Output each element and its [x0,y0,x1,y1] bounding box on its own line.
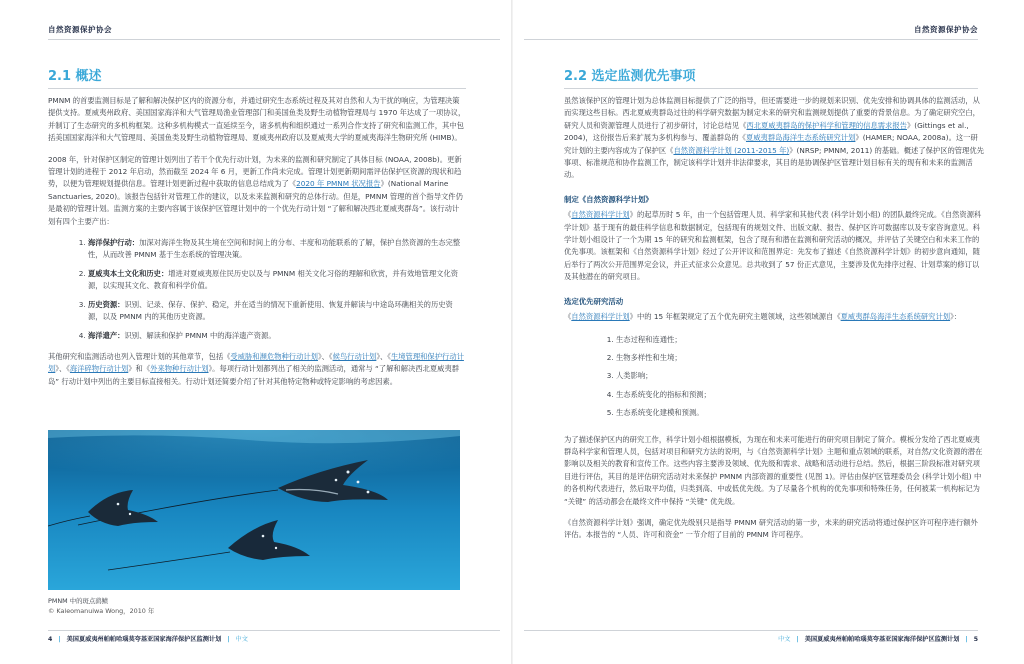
overview-paragraph-2: 2008 年，针对保护区制定的管理计划列出了若干个优先行动计划，为未来的监测和研究制定了具体目标 (NOAA, 2008b)。更新管理计划的进程于 2012 年启动，然而截至 2024 年 6 月，更新工作尚未完成。管理计划更新期间需评估保护区资源的现状和趋势，以便为管理规划提供信息。管理计划更新过程中获取的信息总结成为了《2020 年 PMNM 状况报告》(National Marine Sanctuaries, 2020)。该报告包括针对管理工作的建议，以及未来监测和研究的总体行动。但是，PMNM 管理的首个指导文件仍是最初的管理计划。监测方案的主要内容属于该保护区管理计划中的一个优先行动计划 “了解和解决西北夏威夷群岛”。该行动计划有四个主要产出： [48,154,463,226]
section-heading-overview: 2.1 概述 [48,69,102,84]
footer-title: 美国夏威夷州帕帕哈瑙莫夸基亚国家海洋保护区监测计划 [804,636,960,643]
marine-debris-plan-link[interactable]: 海洋碎物行动计划 [69,364,129,374]
footer-divider [524,630,978,631]
left-body [48,95,466,397]
section-heading-priorities: 2.2 选定监测优先事项 [564,69,696,84]
list-item: 4. 生态系统变化的指标和预测； [616,389,984,401]
priorities-paragraph-4: 为了描述保护区内的研究工作，科学计划小组根据模板，为现在和未来可能进行的研究项目制定了简介。模板分发给了西北夏威夷群岛科学家和管理人员，包括对项目和研究方法的说明，与《自然资源科学计划》主题和重点领域的联系，对自然/文化资源的潜在影响以及相关的教育和宣传工作。这些内容主要涉及领域、优先级和需求、战略和活动进行总结。然后，根据三阶段标准对研究项目进行评估，其目的是评估研究活动对未来保护 PMNM 内部资源的重要性 (见图 1)。评估由保护区管理委员会 (科学计划小组) 中的各机构代表进行，然后取平均值，归类到高、中或低优先级。为了尽量各个机构的优先事项和特殊任务，任何被某一机构标记为 “关键” 的活动都会在最终文件中保持 “关键” 优先级。 [564,434,983,506]
right-page [512,0,1024,664]
research-themes-list [564,334,984,420]
nrsp-link[interactable]: 自然资源科学计划 [571,312,630,322]
photo-caption [48,596,154,616]
priorities-paragraph-1: 虽然该保护区的管理计划为总体监测目标提供了广泛的指导，但还需要进一步的规划来识别、优先安排和协调具体的监测活动，从而实现这些目标。西北夏威夷群岛过往的科学研究数据为制定未来的研究和监测规划提供了重要的背景信息。为了确定研究空白，研究人员和资源管理人员进行了初步研讨，讨论总结见《西北夏威夷群岛的保护科学和管理的信息需求报告》(Gittings et al., 2004)，这份报告后来扩展为多机构参与、覆盖群岛的《夏威夷群岛海洋生态系统研究计划》(HAMER; NOAA, 2008a)。这一研究计划的主要内容成为了保护区《自然资源科学计划 (2011-2015 年)》(NRSP; PMNM, 2011) 的基础。概述了保护区的管理优先事项、标准规范和协作监测工作，制定该科学计划并非法律要求，其目的是协调保护区管理计划目标有关的现有和未来的监测活动。 [564,96,984,180]
running-head: 自然资源保护协会 [914,25,978,34]
hamer-plan-link[interactable]: 夏威夷群岛海洋生态系统研究计划 [745,133,856,143]
eagle-ray-illustration [48,430,460,590]
footer-divider [48,630,500,631]
footer-language: 中文 [778,636,791,643]
priorities-paragraph-2: 《自然资源科学计划》的起草历时 5 年，由一个包括管理人员、科学家和其他代表 (科学计划小组) 的团队最终完成。《自然资源科学计划》基于现有的最佳科学信息和数据制定，包括现有的规划文件、出版文献、报告、保护区许可数据库以及专家咨询意见。科学计划小组设计了一个为期 15 年的研究和监测框架，包含了现有和潜在监测和研究活动的概况，并评估了关键空白和未来工作的优先事项。该框架和《自然资源科学计划》经过了公开评议和范围界定：先发布了描述《自然资源科学计划》的初步意向通知，随后举行了两次公开范围界定会议，并正式征求公众意见。总共收到了 57 份正式意见，主要涉及优先排序过程、计划草案的修订以及其他潜在的研究项目。 [564,210,982,282]
list-item: 1. 生态过程和连通性； [616,334,984,346]
subheading-priority-activities: 选定优先研究活动 [564,296,624,306]
page-number: 4 [48,636,53,643]
habitat-plan-link[interactable]: 生境管理和保护行动计划 [48,351,464,374]
right-body [564,95,984,551]
list-item: 3. 历史资源：识别、记录、保存、保护、稳定，并在适当的情况下重新使用、恢复并解读与中途岛环礁相关的历史资源，以及 PMNM 内的其他历史资源。 [88,299,466,324]
page-footer: 中文 | 美国夏威夷州帕帕哈瑙莫夸基亚国家海洋保护区监测计划 | 5 [778,636,978,643]
section-divider [48,88,466,89]
caption-credit: © Kaleomanuiwa Wong，2010 年 [48,607,155,615]
hamer-plan-link[interactable]: 夏威夷群岛海洋生态系统研究计划 [840,312,951,322]
list-item: 1. 海洋保护行动：加深对海洋生物及其生境在空间和时间上的分布、丰度和功能联系的了解，保护自然资源的生态完整性，从而改善 PMNM 基于生态系统的管理决策。 [88,237,466,262]
nrsp-link[interactable]: 自然资源科学计划 (2011-2015 年) [673,145,790,155]
footer-language: 中文 [235,636,248,643]
priorities-paragraph-3: 《自然资源科学计划》中的 15 年框架规定了五个优先研究主题领域，这些领域源自《夏威夷群岛海洋生态系统研究计划》： [564,312,962,322]
list-item: 4. 海洋遗产：识别、解读和保护 PMNM 中的海洋遗产资源。 [88,330,466,342]
caption-title: PMNM 中的斑点鹞鲼 [48,597,109,605]
eagle-ray-photo [48,430,460,590]
footer-title: 美国夏威夷州帕帕哈瑙莫夸基亚国家海洋保护区监测计划 [66,636,222,643]
list-item: 2. 夏威夷本土文化和历史：增进对夏威夷原住民历史以及与 PMNM 相关文化习俗的理解和欣赏，并有效地管理文化资源，以实现其文化、教育和科学价值。 [88,268,466,293]
overview-paragraph-3: 其他研究和监测活动也列入管理计划的其他章节，包括《受威胁和濒危物种行动计划》、《候鸟行动计划》、《生境管理和保护行动计划》、《海洋碎物行动计划》和《外来物种行动计划》。每项行动计划都列出了相关的监测活动，通常与 “了解和解决西北夏威夷群岛” 行动计划中列出的主要目标直接相关。行动计划还简要介绍了针对其他特定物种或特定影响的考虑因素。 [48,351,464,386]
focus-list [48,237,466,342]
list-item: 3. 人类影响； [616,370,984,382]
section-divider [564,88,978,89]
page-footer: 4 | 美国夏威夷州帕帕哈瑙莫夸基亚国家海洋保护区监测计划 | 中文 [48,636,248,643]
priorities-paragraph-5: 《自然资源科学计划》强调，确定优先级别只是指导 PMNM 研究活动的第一步，未来的研究活动将通过保护区许可程序进行额外评估。本报告的 “人员、许可和资金” 一节介绍了目前的 PMNM 许可程序。 [564,517,978,540]
info-needs-report-link[interactable]: 西北夏威夷群岛的保护科学和管理的信息需求报告 [746,120,907,130]
header-divider [524,39,978,40]
list-item: 2. 生物多样性和生境； [616,352,984,364]
migratory-birds-plan-link[interactable]: 候鸟行动计划 [332,351,377,361]
page-number: 5 [973,636,978,643]
running-head: 自然资源保护协会 [48,25,112,34]
alien-species-plan-link[interactable]: 外来物种行动计划 [150,364,209,374]
threatened-species-plan-link[interactable]: 受威胁和濒危物种行动计划 [230,351,318,361]
nrsp-link[interactable]: 自然资源科学计划 [571,210,630,220]
subheading-nrsp-development: 制定《自然资源科学计划》 [564,194,653,204]
list-item: 5. 生态系统变化建模和预测。 [616,407,984,419]
header-divider [48,39,500,40]
status-report-link[interactable]: 2020 年 PMNM 状况报告 [296,179,381,189]
overview-paragraph-1: PMNM 的首要监测目标是了解和解决保护区内的资源分布，并通过研究生态系统过程及其对自然和人为干扰的响应，为管理决策提供支持。夏威夷州政府、美国国家海洋和大气管理局渔业管理部门和美国鱼类及野生动植物管理局与 1970 年达成了一项协议，并制订了生态研究的多机构框架。这种多机构模式一直延续至今，诸多机构和组织通过一系列合作支持了研究和监测工作，其中包括美国国家海洋和大气管理局、美国鱼类及野生动植物管理局、夏威夷州政府以及夏威夷大学的夏威夷海洋生物研究所 (HIMB)。 [48,96,466,143]
